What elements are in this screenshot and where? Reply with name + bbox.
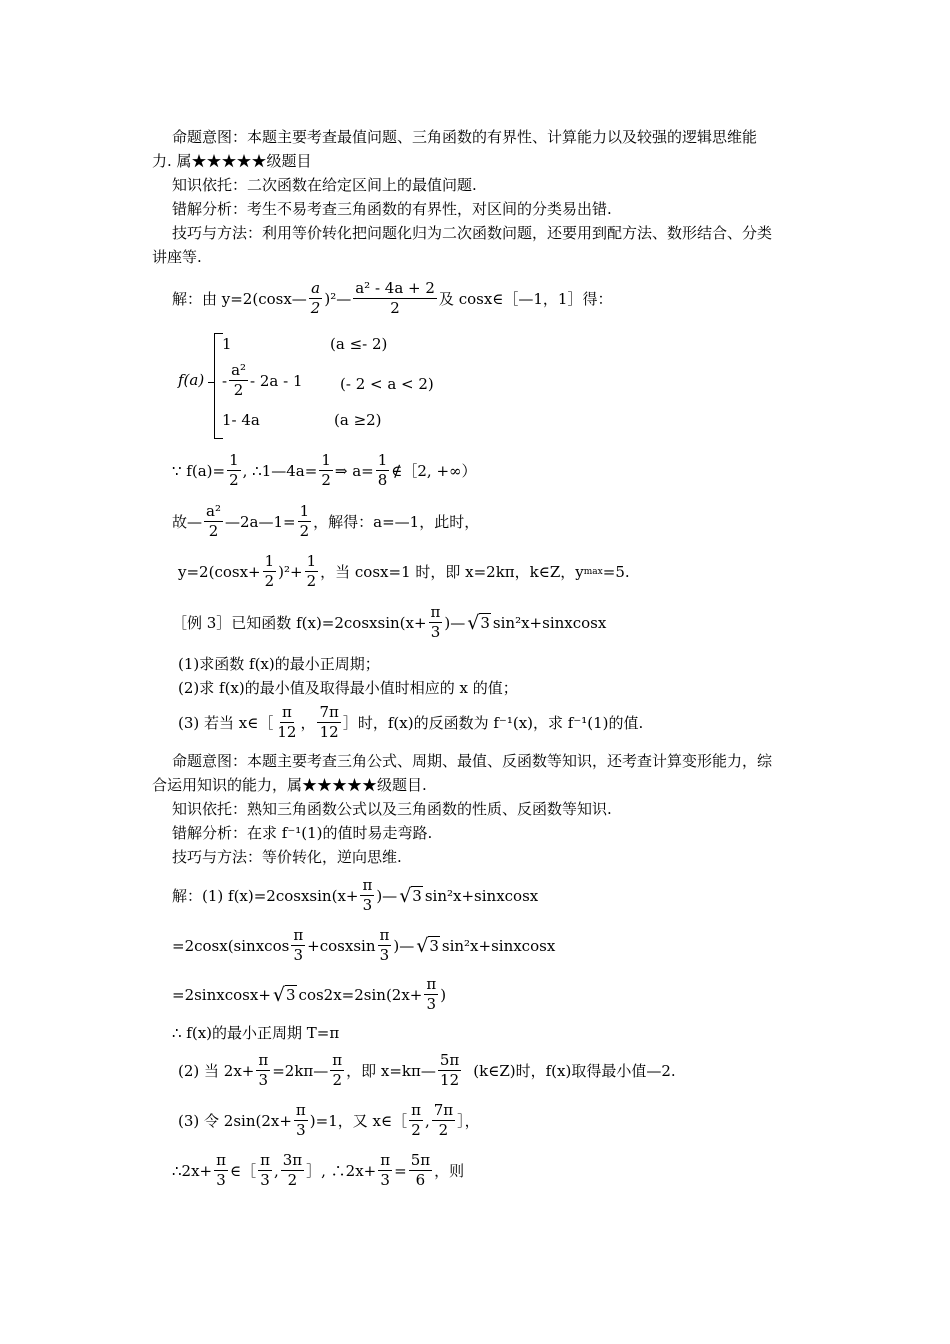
- fraction: [214, 1151, 228, 1190]
- numerator: 7π: [433, 1101, 454, 1119]
- text: )—: [393, 936, 415, 955]
- text: =5.: [602, 562, 630, 581]
- numerator: a²: [231, 361, 247, 379]
- intent-line-1: 命题意图：本题主要考查最值问题、三角函数的有界性、计算能力以及较强的逻辑思维能: [172, 128, 758, 146]
- piecewise-row-2-expr: [222, 361, 303, 400]
- piecewise-row-3-expr: 1- 4a: [222, 411, 260, 429]
- square-root: [416, 936, 440, 955]
- fraction: [294, 1101, 308, 1140]
- radical-sign: √: [467, 612, 480, 634]
- intent-2-line-2: 合运用知识的能力，属★★★★★级题目.: [152, 776, 427, 794]
- text: ，当 cosx=1 时，即 x=2kπ，k∈Z，y: [320, 563, 584, 581]
- text: 故—: [172, 513, 203, 531]
- numerator: π: [411, 1101, 421, 1119]
- text: —2a—1=: [224, 512, 296, 531]
- text: )²—: [324, 289, 352, 308]
- numerator: π: [430, 603, 441, 621]
- solution-step-1: [172, 876, 538, 915]
- numerator: π: [379, 926, 390, 944]
- fraction: [256, 1051, 270, 1090]
- square-root: [273, 985, 297, 1004]
- solution-step-7: [172, 1151, 464, 1190]
- radical-sign: √: [272, 984, 285, 1006]
- solution-step-5: [178, 1051, 676, 1090]
- text: ): [440, 985, 447, 1004]
- denominator: 12: [440, 1071, 460, 1089]
- square-root: [467, 613, 491, 632]
- text: cos2x=2sin(2x+: [298, 985, 423, 1004]
- fraction: [424, 975, 438, 1014]
- denominator: 2: [299, 522, 310, 540]
- denominator: 12: [277, 723, 297, 741]
- piecewise-row-1-cond: (a ≤- 2): [330, 335, 388, 353]
- numerator: 1: [299, 502, 310, 520]
- method-line-1: 技巧与方法：利用等价转化把问题化归为二次函数问题，还要用到配方法、数形结合、分类: [172, 224, 773, 242]
- text: 及 cosx∈［—1，1］得：: [438, 290, 613, 308]
- fraction: [275, 703, 298, 742]
- because-line: [172, 451, 477, 490]
- numerator: 1: [229, 451, 239, 469]
- fraction: [378, 926, 392, 965]
- method-line-2: 讲座等.: [152, 248, 202, 266]
- knowledge-line: 知识依托：二次函数在给定区间上的最值问题.: [172, 176, 477, 194]
- solution-step-4: ∴ f(x)的最小正周期 T=π: [172, 1024, 340, 1042]
- fraction: [263, 552, 277, 591]
- numerator: π: [332, 1051, 343, 1069]
- solution-step-2: [172, 926, 555, 965]
- text: -: [222, 371, 228, 390]
- numerator: a² - 4a + 2: [355, 279, 435, 297]
- denominator: 2: [332, 1071, 342, 1089]
- text: sin²x+sinxcosx: [441, 936, 556, 955]
- text: ,: [273, 1161, 279, 1180]
- error-line: 错解分析：考生不易考查三角函数的有界性，对区间的分类易出错.: [172, 200, 612, 218]
- text: (3) 令 2sin(2x+: [178, 1112, 292, 1130]
- denominator: 2: [438, 1121, 449, 1139]
- fraction: [317, 703, 340, 742]
- denominator: 3: [362, 896, 373, 914]
- fraction: [360, 876, 374, 915]
- question-2: (2)求 f(x)的最小值及取得最小值时相应的 x 的值；: [178, 679, 518, 697]
- fraction: [229, 361, 248, 400]
- ymax-line: [178, 552, 630, 591]
- text: ,: [424, 1111, 430, 1130]
- text: ∈［: [229, 1162, 257, 1180]
- text: =2cosx(sinxcos: [172, 936, 290, 955]
- text: =: [394, 1161, 407, 1180]
- numerator: 1: [377, 451, 388, 469]
- text: +cosxsin: [307, 936, 376, 955]
- intent-2-line-1: 命题意图：本题主要考查三角公式、周期、最值、反函数等知识，还考查计算变形能力，综: [172, 752, 773, 770]
- numerator: 1: [306, 552, 317, 570]
- numerator: π: [362, 876, 373, 894]
- piecewise-row-1-expr: 1: [222, 335, 232, 353]
- text: (3) 若当 x∈［: [178, 714, 274, 732]
- text: 解：(1) f(x)=2cosxsin(x+: [172, 887, 359, 905]
- denominator: 3: [258, 1071, 269, 1089]
- text: ∉［2, +∞）: [391, 462, 477, 480]
- text: )²+: [278, 562, 303, 581]
- numerator: π: [260, 1151, 270, 1169]
- numerator: 3π: [282, 1151, 303, 1169]
- fraction: [319, 451, 333, 490]
- radical-sign: √: [399, 885, 412, 907]
- denominator: 2: [264, 572, 275, 590]
- square-root: [399, 886, 423, 905]
- text: ］, ∴2x+: [306, 1162, 377, 1180]
- numerator: 5π: [439, 1051, 460, 1069]
- denominator: 2: [321, 471, 331, 489]
- denominator: 2: [208, 522, 219, 540]
- fraction: [438, 1051, 461, 1090]
- text: 解：由 y=2(cosx—: [172, 290, 307, 308]
- fraction: [309, 279, 323, 318]
- text: y=2(cosx+: [178, 562, 261, 581]
- text: , ∴1—4a=: [242, 461, 318, 480]
- fraction: [353, 279, 437, 318]
- method-2-line: 技巧与方法：等价转化，逆向思维.: [172, 848, 402, 866]
- piecewise-row-3-cond: (a ≥2): [334, 411, 382, 429]
- fraction: [298, 502, 312, 541]
- text: ］，: [457, 1112, 480, 1130]
- denominator: 2: [229, 471, 239, 489]
- text: sin²x+sinxcosx: [492, 613, 607, 632]
- example-3-line: [172, 603, 606, 642]
- denominator: 3: [296, 1121, 306, 1139]
- text: ］时，f(x)的反函数为 f⁻¹(x)，求 f⁻¹(1)的值.: [342, 714, 644, 732]
- radical-sign: √: [416, 935, 429, 957]
- solution-step-6: [178, 1101, 480, 1140]
- text: )—: [376, 886, 398, 905]
- subscript: max: [583, 566, 603, 577]
- fraction: [227, 451, 241, 490]
- fraction: [204, 502, 223, 541]
- denominator: 3: [426, 995, 437, 1013]
- question-1: (1)求函数 f(x)的最小正周期；: [178, 655, 380, 673]
- text: )=1，又 x∈［: [309, 1112, 408, 1130]
- text: )—: [444, 613, 466, 632]
- numerator: π: [295, 1101, 306, 1119]
- text: ，则: [434, 1162, 465, 1180]
- radicand: 3: [412, 887, 422, 905]
- fraction: [258, 1151, 272, 1190]
- intent-line-2: 力. 属★★★★★级题目: [152, 152, 312, 170]
- denominator: 2: [310, 299, 321, 317]
- fraction: [378, 1151, 392, 1190]
- fraction: [409, 1101, 423, 1140]
- denominator: 3: [293, 946, 304, 964]
- denominator: 2: [287, 1171, 298, 1189]
- error-2-line: 错解分析：在求 f⁻¹(1)的值时易走弯路.: [172, 824, 433, 842]
- denominator: 3: [260, 1171, 270, 1189]
- text: sin²x+sinxcosx: [424, 886, 539, 905]
- knowledge-2-line: 知识依托：熟知三角函数公式以及三角函数的性质、反函数等知识.: [172, 800, 612, 818]
- denominator: 6: [415, 1171, 426, 1189]
- numerator: a²: [206, 502, 221, 520]
- text: - 2a - 1: [250, 371, 303, 390]
- solution-step-3: [172, 975, 446, 1014]
- radicand: 3: [286, 986, 296, 1004]
- numerator: 1: [321, 451, 331, 469]
- radicand: 3: [480, 614, 490, 632]
- denominator: 2: [306, 572, 317, 590]
- text: ［例 3］已知函数 f(x)=2cosxsin(x+: [172, 614, 427, 632]
- fraction: [305, 552, 319, 591]
- numerator: 7π: [319, 703, 339, 721]
- fraction: [376, 451, 390, 490]
- numerator: π: [216, 1151, 226, 1169]
- denominator: 2: [390, 299, 400, 317]
- text: ∵ f(a)=: [172, 461, 226, 480]
- denominator: 3: [430, 623, 441, 641]
- text: ，: [300, 714, 316, 732]
- radicand: 3: [429, 937, 439, 955]
- fraction: [409, 1151, 432, 1190]
- denominator: 8: [377, 471, 388, 489]
- fraction: [291, 926, 305, 965]
- text: ，解得：a=—1，此时，: [313, 513, 480, 531]
- text: ∴2x+: [172, 1161, 213, 1180]
- numerator: a: [311, 279, 321, 297]
- text: (2) 当 2x+: [178, 1062, 255, 1080]
- denominator: 3: [380, 1171, 390, 1189]
- text: (k∈Z)时，f(x)取得最小值—2.: [473, 1062, 676, 1080]
- denominator: 3: [379, 946, 390, 964]
- text: =2sinxcosx+: [172, 985, 271, 1004]
- denominator: 2: [233, 381, 244, 399]
- text: =2kπ—: [272, 1061, 329, 1080]
- denominator: 3: [216, 1171, 226, 1189]
- numerator: π: [426, 975, 437, 993]
- numerator: π: [293, 926, 304, 944]
- numerator: π: [258, 1051, 269, 1069]
- text: ，即 x=kπ—: [346, 1062, 436, 1080]
- denominator: 12: [319, 723, 339, 741]
- fraction: [429, 603, 443, 642]
- fraction: [281, 1151, 304, 1190]
- question-3: [178, 703, 643, 742]
- fraction: [432, 1101, 455, 1140]
- fraction: [330, 1051, 344, 1090]
- numerator: 5π: [410, 1151, 431, 1169]
- numerator: 1: [264, 552, 275, 570]
- numerator: π: [281, 703, 292, 721]
- solution-1-line: [172, 279, 612, 318]
- denominator: 2: [411, 1121, 421, 1139]
- hence-line: [172, 502, 479, 541]
- piecewise-row-2-cond: (- 2 < a < 2): [340, 375, 434, 393]
- text: ⇒ a=: [334, 461, 374, 480]
- numerator: π: [380, 1151, 391, 1169]
- piecewise-label: f(a): [178, 371, 205, 389]
